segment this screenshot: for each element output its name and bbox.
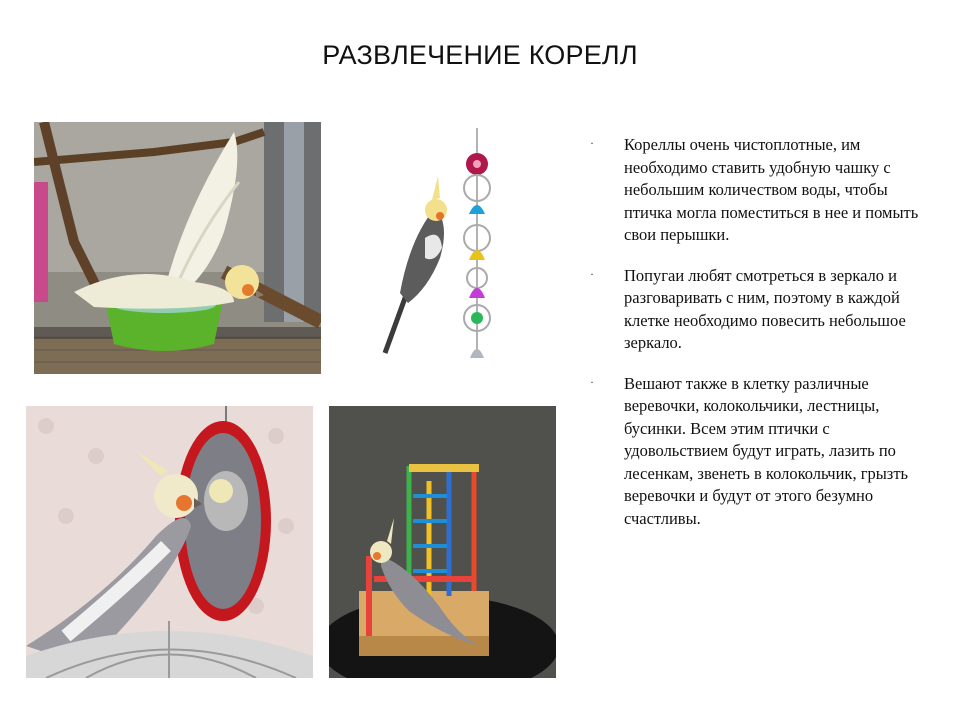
photo-cockatiel-with-toy <box>380 128 505 368</box>
bullet-text: Попугаи любят смотреться в зеркало и разговаривать с ним, поэтому в каждой клетке необходимо повесить небольшое зеркало. <box>624 265 906 352</box>
photo-cockatiel-mirror <box>26 406 313 678</box>
bullet-dot: · <box>590 136 594 150</box>
bullet-item <box>590 134 920 247</box>
photo-cockatiel-playground <box>329 406 556 678</box>
bullet-text: Кореллы очень чистоплотные, им необходимо ставить удобную чашку с небольшим количеством воды, чтобы птичка могла поместиться в нее и помыть свои перышки. <box>624 135 919 244</box>
bullet-text: Вешают также в клетку различные веревочки, колокольчики, лестницы, бусинки. Всем этим птички с удовольствием будут играть, лазить по лесенкам, звенеть в колокольчик, грызть веревочки и будут от этого безумно счастливы. <box>624 373 909 528</box>
bullet-item <box>590 265 920 355</box>
slide-title: РАЗВЛЕЧЕНИЕ КОРЕЛЛ <box>322 40 638 70</box>
bullet-dot: · <box>590 266 594 281</box>
bullet-dot: · <box>590 374 594 389</box>
bullet-list <box>590 134 920 548</box>
bullet-item <box>590 373 920 531</box>
photo-cockatiel-bathing <box>34 122 321 374</box>
